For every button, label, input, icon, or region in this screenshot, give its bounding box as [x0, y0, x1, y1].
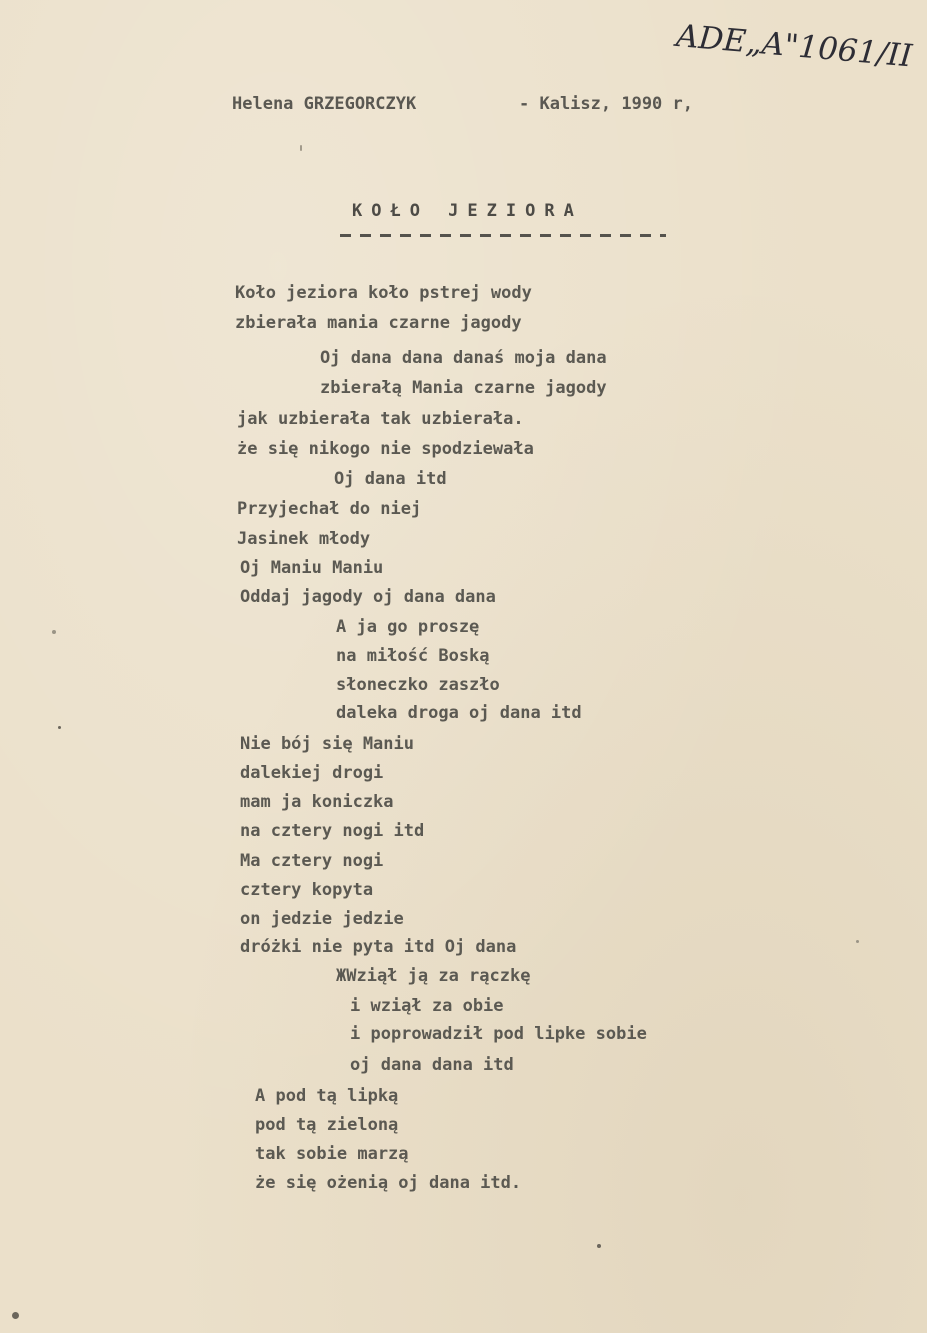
lyric-line: Oddaj jagody oj dana dana [240, 587, 496, 607]
lyric-line: dróżki nie pyta itd Oj dana [240, 937, 517, 957]
paper-speck [597, 1244, 601, 1248]
lyric-line: tak sobie marzą [255, 1144, 409, 1164]
lyric-line: mam ja koniczka [240, 792, 394, 812]
lyric-line: Jasinek młody [237, 529, 371, 549]
paper-speck [58, 726, 61, 729]
lyric-line: pod tą zieloną [255, 1115, 399, 1135]
lyric-line: cztery kopyta [240, 880, 374, 900]
lyric-line: jak uzbierała tak uzbierała. [237, 409, 524, 429]
lyric-line: Przyjechał do niej [237, 499, 422, 519]
lyric-line: Oj dana itd [334, 469, 447, 489]
lyric-line: że się ożenią oj dana itd. [255, 1173, 522, 1193]
lyric-line: że się nikogo nie spodziewała [237, 439, 534, 459]
lyric-line: A ja go proszę [336, 617, 480, 637]
lyric-line: na miłość Boską [336, 646, 490, 666]
song-title: KOŁO JEZIORA [352, 201, 583, 221]
paper-speck [52, 630, 56, 634]
lyric-line: dalekiej drogi [240, 763, 384, 783]
lyric-line: ЖWziął ją za rączkę [336, 966, 531, 986]
author-name: Helena GRZEGORCZYK [232, 94, 417, 114]
lyric-line: Oj Maniu Maniu [240, 558, 384, 578]
lyric-line: Nie bój się Maniu [240, 734, 414, 754]
lyric-line: Koło jeziora koło pstrej wody [235, 283, 532, 303]
lyric-line: Oj dana dana danaś moja dana [320, 348, 607, 368]
lyric-line: na cztery nogi itd [240, 821, 425, 841]
lyric-line: oj dana dana itd [350, 1055, 514, 1075]
lyric-line: zbierała mania czarne jagody [235, 313, 522, 333]
paper-speck [856, 940, 859, 943]
lyric-line: zbierałą Mania czarne jagody [320, 378, 607, 398]
lyric-line: słoneczko zaszło [336, 675, 500, 695]
lyric-line: on jedzie jedzie [240, 909, 404, 929]
lyric-line: i poprowadził pod lipke sobie [350, 1024, 647, 1044]
lyric-line: Ma cztery nogi [240, 851, 384, 871]
title-dashed-underline [340, 234, 666, 237]
archive-signature: ADE„A"1061/II [674, 18, 914, 75]
paper-speck [12, 1312, 19, 1319]
lyric-line: daleka droga oj dana itd [336, 703, 582, 723]
lyric-line: A pod tą lipką [255, 1086, 399, 1106]
paper-speck [300, 145, 302, 151]
lyric-line: i wziął za obie [350, 996, 504, 1016]
place-and-date: - Kalisz, 1990 r, [519, 94, 693, 114]
